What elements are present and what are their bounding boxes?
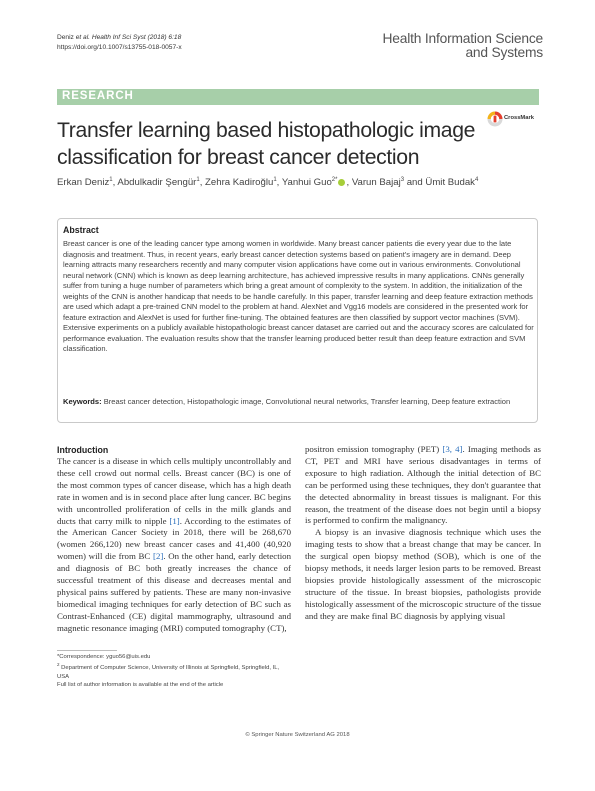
intro-paragraph-1b: positron emission tomography (PET) [3, 4]. Imaging methods as CT, PET and MRI have serious disadvantages in terms of exposure to high radiation. Although the initial detection of BC can be performed using these techniques, they don't guarantee that the detected abnormality in breast tissues is malignant. For this reason, the treatment of the disease does not begin until a biopsy is performed to confirm the malignancy. xyxy=(305,444,541,526)
intro-paragraph-2: A biopsy is an invasive diagnosis technique which uses the imaging tests to show that a breast change that may be cancer. In the surgical open biopsy method (SOB), which is one of the biopsy methods, it needs larger lesion parts to be removed. Breast biopsies provide histologically assessment of the microscopic structure of the tissue. In breast biopsies, pathologists provide histologically assessment of the microscopic structure of the tissue and they are make final BC diagnosis by applying visual xyxy=(305,527,541,621)
section-band xyxy=(57,89,539,105)
reference-link[interactable]: [1] xyxy=(169,515,180,526)
citation-doi[interactable]: https://doi.org/10.1007/s13755-018-0057-x xyxy=(57,43,182,51)
crossmark-label: CrossMark xyxy=(504,115,534,121)
footnote-rule xyxy=(57,650,117,651)
intro-paragraph-1a: The cancer is a disease in which cells multiply uncontrollably and these cell crowd out normal cells. Breast cancer (BC) is one of the most common types of cancer disease, which has a high death rate in women and is in second place after lung cancer. BC begins with uncontrolled proliferation of cells in the milk glands and ducts that carry milk to nipple [1]. According to the estimates of the American Cancer Society in 2018, there will be 268,670 (women 266,120) new breast cancer cases and 41,400 (40,920 women) will die from BC [2]. On the other hand, early detection and diagnosis of BC both greatly increases the chance of successful treatment of this disease and decreases mental and physical pains suffered by patients. These are many non-invasive biomedical imaging techniques for early detection of BC such as Contrast-Enhanced (CE) digital mammography, ultrasound and magnetic resonance imaging (MRI) computed tomography (CT), xyxy=(57,456,291,633)
keywords xyxy=(63,397,534,408)
journal-brand-line1: Health Information Science xyxy=(382,31,543,46)
crossmark-icon xyxy=(487,111,503,127)
body-column-right xyxy=(305,444,541,623)
article-citation xyxy=(57,33,182,52)
author[interactable]: Erkan Deniz$^1$ xyxy=(57,176,113,188)
reference-link[interactable]: [2] xyxy=(153,551,164,562)
body-column-left xyxy=(57,444,291,635)
introduction-heading: Introduction xyxy=(57,445,109,455)
orcid-icon[interactable] xyxy=(338,179,345,186)
section-label: RESEARCH xyxy=(62,90,134,102)
abstract-text: Breast cancer is one of the leading cancer type among women in worldwide. Many breast cancer patients die every year due to the late diagnosis and treatment. Thus, in recent years, early breast cancer detection systems based on patient's imagery are in demand. Deep learning attracts many researchers recently and many computer vision applications have come out in various environments. Convolutional neural network (CNN) which is known as deep learning architecture, has achieved impressive results in many applications. CNNs generally suffer from tuning a huge number of parameters which bring a great amount of complexity to the system. In addition, the initialization of the weights of the CNN is another handicap that needs to be handle carefully. In this paper, transfer learning and deep feature extraction methods are used which adapt a pre-trained CNN model to the problem at hand. AlexNet and Vgg16 models are considered in the presented work for feature extraction and AlexNet is used for further fine-tuning. The obtained features are then classified by support vector machines (SVM). Extensive experiments on a publicly available histopathologic breast cancer dataset are carried out and the accuracy scores are calculated for performance evaluation. The evaluation results show that the transfer learning produced better result than deep feature extraction and SVM classification. xyxy=(63,239,534,353)
reference-link[interactable]: [3, 4] xyxy=(442,444,463,454)
keywords-label: Keywords: xyxy=(63,397,102,406)
author[interactable]: Varun Bajaj$^3$ xyxy=(351,176,405,188)
copyright-notice: © Springer Nature Switzerland AG 2018 xyxy=(245,732,350,738)
citation-et-al: et al. xyxy=(75,34,90,41)
author-list: Erkan Deniz$^1$, Abdulkadir Şengür$^1$, Zehra Kadiroğlu$^1$, Yanhui Guo$^{2*}$ , Varun Bajaj$^3$ and Ümit Budak$^4$ xyxy=(57,176,479,188)
abstract-box xyxy=(57,218,538,423)
journal-brand-line2: and Systems xyxy=(465,44,543,60)
author[interactable]: Abdulkadir Şengür$^1$ xyxy=(117,176,200,188)
journal-brand xyxy=(383,32,543,59)
keywords-list: Breast cancer detection, Histopathologic image, Convolutional neural networks, Transfer learning, Deep feature extraction xyxy=(103,397,511,406)
author[interactable]: Zehra Kadiroğlu$^1$ xyxy=(205,176,277,188)
abstract-heading: Abstract xyxy=(63,225,99,235)
citation-authors: Deniz xyxy=(57,34,76,41)
citation-journal: Health Inf Sci Syst (2018) 6:18 xyxy=(90,34,182,41)
correspondence-note[interactable]: *Correspondence: yguo56@uis.edu xyxy=(57,654,151,660)
author-info-note: Full list of author information is available at the end of the article xyxy=(57,682,224,689)
affiliation-note: $^2$ Department of Computer Science, University of Illinois at Springfield, Springfield, IL, USA xyxy=(57,662,280,680)
article-title: Transfer learning based histopathologic image classification for breast cancer detection xyxy=(57,119,476,169)
footnotes xyxy=(57,653,292,690)
author[interactable]: Yanhui Guo$^{2*}$ xyxy=(281,176,338,188)
crossmark-badge[interactable] xyxy=(487,110,543,128)
author[interactable]: Ümit Budak$^4$ xyxy=(425,176,479,188)
